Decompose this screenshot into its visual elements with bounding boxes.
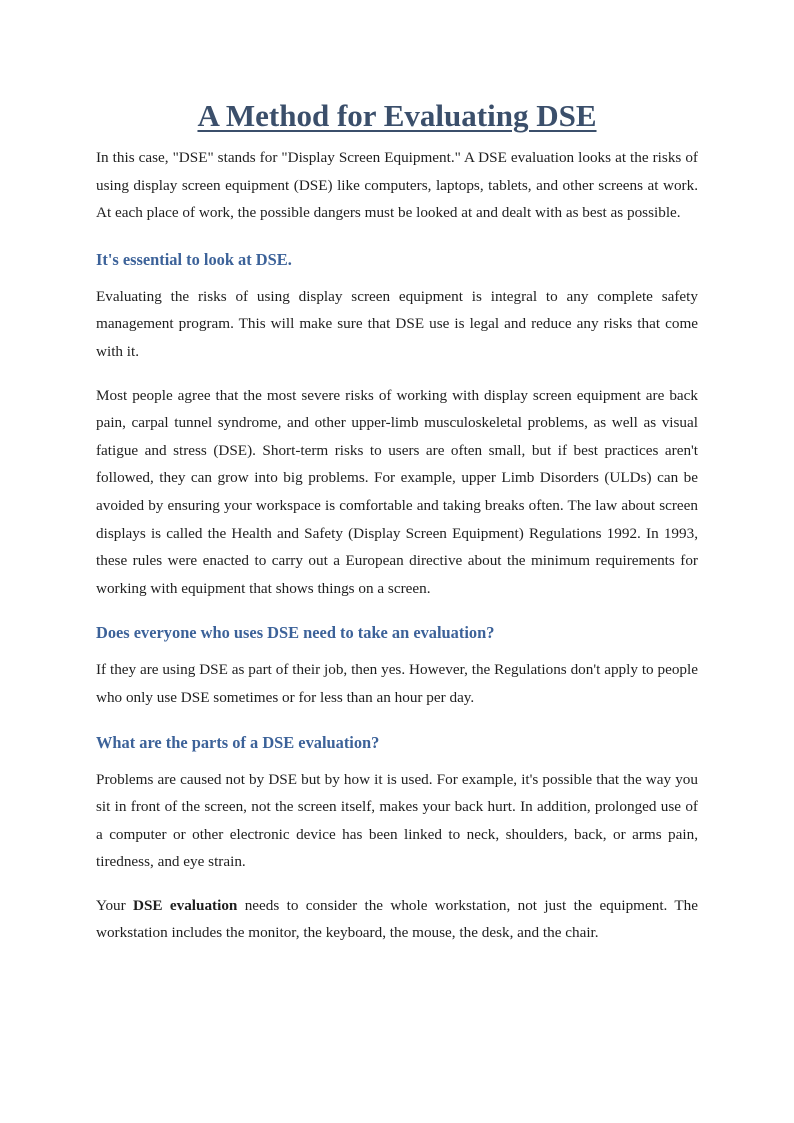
- document-title: A Method for Evaluating DSE: [197, 98, 597, 133]
- paragraph-text-rest: needs to consider the whole workstation, not just the equipment. The workstation includes the monitor, the keyboard, the mouse, the desk, and the chair.: [96, 896, 698, 942]
- document-page: [96, 96, 698, 947]
- importance-paragraph-2: Most people agree that the most severe risks of working with display screen equipment are back pain, carpal tunnel syndrome, and other upper-limb musculoskeletal problems, as well as visual fatigue and stress (DSE). Short-term risks to users are often small, but if best practices aren't followed, they can grow into big problems. For example, upper Limb Disorders (ULDs) can be avoided by ensuring your workspace is comfortable and taking breaks often. The law about screen displays is called the Health and Safety (Display Screen Equipment) Regulations 1992. In 1993, these rules were enacted to carry out a European directive about the minimum requirements for working with equipment that shows things on a screen.: [96, 386, 698, 597]
- importance-paragraph-1: Evaluating the risks of using display screen equipment is integral to any complete safety management program. This will make sure that DSE use is legal and reduce any risks that come with it.: [96, 287, 698, 360]
- paragraph-text-lead: Your: [96, 896, 134, 914]
- section-heading-who-needs-evaluation: Does everyone who uses DSE need to take an evaluation?: [96, 623, 495, 643]
- intro-paragraph: In this case, "DSE" stands for "Display Screen Equipment." A DSE evaluation looks at the risks of using display screen equipment (DSE) like computers, laptops, tablets, and other screens at work. At each place of work, the possible dangers must be looked at and dealt with as best as possible.: [96, 149, 698, 222]
- evaluation-parts-paragraph-1: Problems are caused not by DSE but by how it is used. For example, it's possible that the way you sit in front of the screen, not the screen itself, makes your back hurt. In addition, prolonged use of a computer or other electronic device has been linked to neck, shoulders, back, or arms pain, tiredness, and eye strain.: [96, 770, 698, 871]
- section-heading-evaluation-parts: What are the parts of a DSE evaluation?: [96, 732, 380, 752]
- evaluation-parts-paragraph-2: [96, 892, 698, 947]
- bold-term-dse-evaluation: DSE evaluation: [133, 896, 238, 914]
- who-needs-evaluation-paragraph: If they are using DSE as part of their job, then yes. However, the Regulations don't apply to people who only use DSE sometimes or for less than an hour per day.: [96, 661, 698, 706]
- section-heading-importance: It's essential to look at DSE.: [96, 249, 292, 269]
